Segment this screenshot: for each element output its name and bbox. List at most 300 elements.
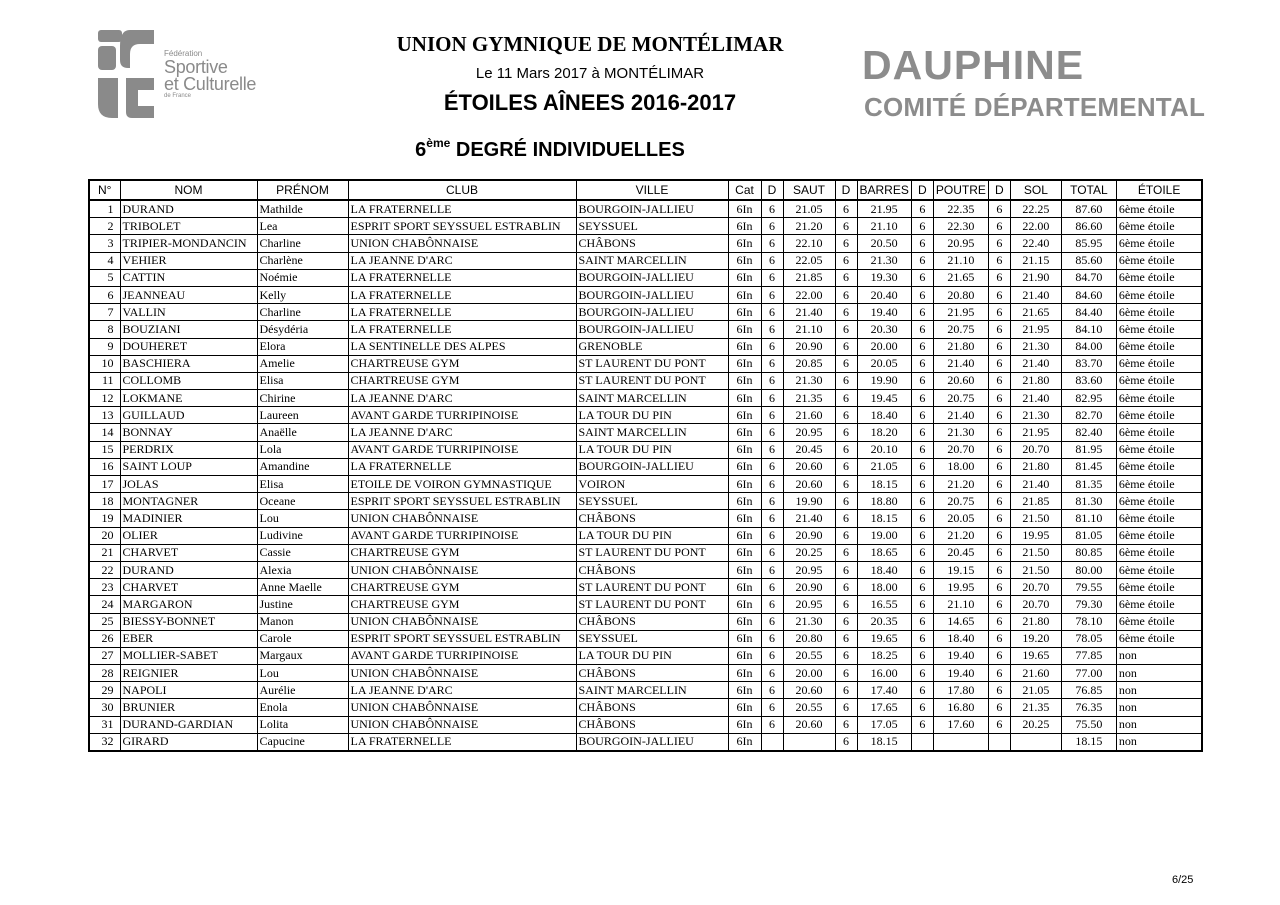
cell-d-saut: 6 [761, 561, 783, 578]
table-row [89, 613, 1202, 630]
cell-cat: 6In [728, 613, 761, 630]
cell-club: CHARTREUSE GYM [348, 596, 576, 613]
cell-prenom: Anaëlle [257, 424, 348, 441]
cell-poutre: 20.45 [933, 544, 988, 561]
cell-cat: 6In [728, 493, 761, 510]
cell-etoile: 6ème étoile [1116, 441, 1202, 458]
event-subtitle: ÉTOILES AÎNEES 2016-2017 [443, 90, 737, 115]
cell-saut: 20.25 [783, 544, 835, 561]
cell-num: 19 [89, 510, 120, 527]
header-col-nom: NOM [120, 180, 257, 200]
cell-sol: 21.30 [1010, 407, 1061, 424]
cell-etoile: 6ème étoile [1116, 304, 1202, 321]
cell-ville: CHÂBONS [576, 665, 728, 682]
cell-num: 10 [89, 355, 120, 372]
cell-sol: 21.05 [1010, 682, 1061, 699]
cell-total: 18.15 [1061, 733, 1116, 751]
cell-saut: 20.55 [783, 699, 835, 716]
cell-total: 78.05 [1061, 630, 1116, 647]
cell-d-saut: 6 [761, 596, 783, 613]
cell-d-saut: 6 [761, 390, 783, 407]
cell-barres: 18.00 [857, 579, 911, 596]
cell-total: 81.10 [1061, 510, 1116, 527]
cell-poutre: 20.70 [933, 441, 988, 458]
cell-barres: 20.50 [857, 235, 911, 252]
cell-d-poutre [911, 733, 933, 751]
cell-d-sol [988, 733, 1010, 751]
cell-d-poutre: 6 [911, 218, 933, 235]
cell-poutre: 21.40 [933, 407, 988, 424]
cell-num: 1 [89, 200, 120, 218]
cell-sol: 21.90 [1010, 269, 1061, 286]
cell-sol: 21.50 [1010, 544, 1061, 561]
cell-etoile: non [1116, 733, 1202, 751]
cell-d-saut: 6 [761, 665, 783, 682]
header-col-cat: Cat [728, 180, 761, 200]
cell-sol: 21.80 [1010, 458, 1061, 475]
cell-cat: 6In [728, 544, 761, 561]
cell-barres: 20.05 [857, 355, 911, 372]
cell-saut: 22.10 [783, 235, 835, 252]
table-row [89, 733, 1202, 751]
cell-d-saut: 6 [761, 527, 783, 544]
cell-club: UNION CHABÔNNAISE [348, 561, 576, 578]
degree-number: 6 [415, 139, 427, 161]
cell-ville: SAINT MARCELLIN [576, 390, 728, 407]
cell-saut: 20.90 [783, 338, 835, 355]
cell-d-poutre: 6 [911, 304, 933, 321]
cell-ville: SEYSSUEL [576, 493, 728, 510]
cell-d-saut: 6 [761, 407, 783, 424]
cell-d-barres: 6 [835, 630, 857, 647]
cell-d-poutre: 6 [911, 390, 933, 407]
cell-poutre: 22.35 [933, 200, 988, 218]
cell-d-sol: 6 [988, 647, 1010, 664]
table-row [89, 699, 1202, 716]
cell-num: 21 [89, 544, 120, 561]
cell-sol: 20.70 [1010, 579, 1061, 596]
header-col-barres: BARRES [857, 180, 911, 200]
cell-etoile: 6ème étoile [1116, 269, 1202, 286]
cell-nom: OLIER [120, 527, 257, 544]
cell-d-saut: 6 [761, 372, 783, 389]
cell-ville: LA TOUR DU PIN [576, 441, 728, 458]
table-row [89, 407, 1202, 424]
cell-total: 79.30 [1061, 596, 1116, 613]
cell-num: 31 [89, 716, 120, 733]
cell-total: 84.40 [1061, 304, 1116, 321]
cell-d-poutre: 6 [911, 338, 933, 355]
cell-d-sol: 6 [988, 527, 1010, 544]
header-col-d-saut: D [761, 180, 783, 200]
cell-d-sol: 6 [988, 355, 1010, 372]
cell-saut: 21.60 [783, 407, 835, 424]
cell-d-barres: 6 [835, 665, 857, 682]
cell-num: 4 [89, 252, 120, 269]
cell-d-sol: 6 [988, 613, 1010, 630]
cell-d-saut: 6 [761, 647, 783, 664]
cell-club: CHARTREUSE GYM [348, 544, 576, 561]
cell-d-saut: 6 [761, 716, 783, 733]
cell-saut: 21.05 [783, 200, 835, 218]
cell-etoile: 6ème étoile [1116, 235, 1202, 252]
cell-barres: 18.80 [857, 493, 911, 510]
cell-prenom: Lola [257, 441, 348, 458]
cell-d-sol: 6 [988, 493, 1010, 510]
cell-barres: 21.95 [857, 200, 911, 218]
cell-sol: 21.60 [1010, 665, 1061, 682]
cell-total: 80.85 [1061, 544, 1116, 561]
cell-prenom: Oceane [257, 493, 348, 510]
cell-club: ESPRIT SPORT SEYSSUEL ESTRABLIN [348, 493, 576, 510]
cell-d-barres: 6 [835, 596, 857, 613]
cell-poutre: 20.75 [933, 321, 988, 338]
cell-saut: 21.10 [783, 321, 835, 338]
cell-sol: 19.65 [1010, 647, 1061, 664]
cell-cat: 6In [728, 304, 761, 321]
cell-d-barres: 6 [835, 304, 857, 321]
table-row [89, 493, 1202, 510]
cell-d-poutre: 6 [911, 544, 933, 561]
cell-prenom: Kelly [257, 286, 348, 303]
cell-poutre: 22.30 [933, 218, 988, 235]
cell-d-poutre: 6 [911, 321, 933, 338]
table-row [89, 321, 1202, 338]
cell-cat: 6In [728, 200, 761, 218]
cell-club: UNION CHABÔNNAISE [348, 613, 576, 630]
cell-d-sol: 6 [988, 682, 1010, 699]
cell-barres: 19.45 [857, 390, 911, 407]
cell-prenom: Lou [257, 665, 348, 682]
cell-etoile: non [1116, 682, 1202, 699]
cell-nom: JEANNEAU [120, 286, 257, 303]
cell-nom: JOLAS [120, 476, 257, 493]
cell-prenom: Manon [257, 613, 348, 630]
page-number: 6/25 [1172, 874, 1194, 886]
cell-d-barres: 6 [835, 269, 857, 286]
cell-poutre: 21.20 [933, 527, 988, 544]
cell-cat: 6In [728, 527, 761, 544]
cell-d-sol: 6 [988, 304, 1010, 321]
cell-d-poutre: 6 [911, 647, 933, 664]
cell-ville: BOURGOIN-JALLIEU [576, 304, 728, 321]
cell-num: 29 [89, 682, 120, 699]
cell-saut [783, 733, 835, 751]
cell-poutre: 16.80 [933, 699, 988, 716]
cell-barres: 18.25 [857, 647, 911, 664]
table-row [89, 252, 1202, 269]
cell-ville: ST LAURENT DU PONT [576, 372, 728, 389]
cell-prenom: Capucine [257, 733, 348, 751]
cell-saut: 20.60 [783, 682, 835, 699]
cell-total: 85.95 [1061, 235, 1116, 252]
cell-total: 84.70 [1061, 269, 1116, 286]
cell-num: 22 [89, 561, 120, 578]
cell-d-saut: 6 [761, 424, 783, 441]
cell-nom: DOUHERET [120, 338, 257, 355]
cell-prenom: Lolita [257, 716, 348, 733]
cell-nom: BOUZIANI [120, 321, 257, 338]
cell-total: 82.40 [1061, 424, 1116, 441]
cell-barres: 17.40 [857, 682, 911, 699]
cell-d-poutre: 6 [911, 458, 933, 475]
header-col-saut: SAUT [783, 180, 835, 200]
cell-d-sol: 6 [988, 218, 1010, 235]
cell-num: 8 [89, 321, 120, 338]
cell-saut: 22.00 [783, 286, 835, 303]
table-row [89, 338, 1202, 355]
cell-poutre: 21.20 [933, 476, 988, 493]
cell-num: 2 [89, 218, 120, 235]
cell-sol: 21.95 [1010, 321, 1061, 338]
cell-sol: 21.80 [1010, 613, 1061, 630]
cell-nom: DURAND [120, 200, 257, 218]
cell-d-poutre: 6 [911, 699, 933, 716]
cell-cat: 6In [728, 269, 761, 286]
cell-ville: SAINT MARCELLIN [576, 252, 728, 269]
cell-barres: 19.00 [857, 527, 911, 544]
cell-club: ETOILE DE VOIRON GYMNASTIQUE [348, 476, 576, 493]
cell-num: 25 [89, 613, 120, 630]
cell-d-saut: 6 [761, 200, 783, 218]
cell-num: 23 [89, 579, 120, 596]
cell-d-sol: 6 [988, 579, 1010, 596]
cell-poutre: 21.10 [933, 252, 988, 269]
cell-saut: 20.45 [783, 441, 835, 458]
cell-nom: BASCHIERA [120, 355, 257, 372]
cell-sol: 21.40 [1010, 355, 1061, 372]
cell-d-barres: 6 [835, 424, 857, 441]
cell-etoile: 6ème étoile [1116, 493, 1202, 510]
cell-club: UNION CHABÔNNAISE [348, 665, 576, 682]
cell-club: LA FRATERNELLE [348, 286, 576, 303]
cell-d-saut: 6 [761, 269, 783, 286]
cell-etoile: 6ème étoile [1116, 200, 1202, 218]
cell-poutre: 20.60 [933, 372, 988, 389]
cell-etoile: non [1116, 647, 1202, 664]
cell-num: 24 [89, 596, 120, 613]
cell-num: 11 [89, 372, 120, 389]
table-row [89, 647, 1202, 664]
cell-sol: 21.40 [1010, 286, 1061, 303]
cell-prenom: Elisa [257, 372, 348, 389]
cell-nom: CHARVET [120, 544, 257, 561]
cell-barres: 21.30 [857, 252, 911, 269]
cell-prenom: Mathilde [257, 200, 348, 218]
cell-saut: 21.30 [783, 372, 835, 389]
cell-ville: CHÂBONS [576, 613, 728, 630]
cell-d-barres: 6 [835, 716, 857, 733]
cell-sol: 21.95 [1010, 424, 1061, 441]
cell-d-barres: 6 [835, 493, 857, 510]
cell-prenom: Margaux [257, 647, 348, 664]
cell-sol: 20.70 [1010, 596, 1061, 613]
cell-poutre: 14.65 [933, 613, 988, 630]
cell-nom: GIRARD [120, 733, 257, 751]
cell-saut: 20.60 [783, 716, 835, 733]
cell-d-sol: 6 [988, 716, 1010, 733]
cell-prenom: Anne Maelle [257, 579, 348, 596]
logo-line-4: de France [164, 93, 192, 99]
cell-d-saut: 6 [761, 355, 783, 372]
cell-barres: 19.90 [857, 372, 911, 389]
cell-etoile: 6ème étoile [1116, 476, 1202, 493]
cell-d-poutre: 6 [911, 630, 933, 647]
cell-total: 84.60 [1061, 286, 1116, 303]
cell-d-saut: 6 [761, 338, 783, 355]
cell-club: LA FRATERNELLE [348, 458, 576, 475]
cell-d-poutre: 6 [911, 200, 933, 218]
cell-prenom: Désydéria [257, 321, 348, 338]
table-row [89, 561, 1202, 578]
cell-cat: 6In [728, 286, 761, 303]
header-col-club: CLUB [348, 180, 576, 200]
cell-d-saut: 6 [761, 493, 783, 510]
cell-d-poutre: 6 [911, 441, 933, 458]
cell-etoile: 6ème étoile [1116, 458, 1202, 475]
cell-nom: NAPOLI [120, 682, 257, 699]
table-header-row [89, 180, 1202, 200]
cell-nom: SAINT LOUP [120, 458, 257, 475]
cell-barres: 19.65 [857, 630, 911, 647]
cell-barres: 19.30 [857, 269, 911, 286]
cell-sol: 21.40 [1010, 390, 1061, 407]
header-col-num: N° [89, 180, 120, 200]
cell-total: 84.00 [1061, 338, 1116, 355]
cell-sol: 21.15 [1010, 252, 1061, 269]
committee-name: DAUPHINE [862, 42, 1085, 88]
table-row [89, 544, 1202, 561]
cell-d-barres: 6 [835, 252, 857, 269]
cell-nom: DURAND-GARDIAN [120, 716, 257, 733]
cell-num: 20 [89, 527, 120, 544]
event-date: Le 11 Mars 2017 à MONTÉLIMAR [475, 65, 705, 82]
cell-cat: 6In [728, 458, 761, 475]
cell-barres: 18.65 [857, 544, 911, 561]
cell-d-saut: 6 [761, 218, 783, 235]
cell-poutre: 18.40 [933, 630, 988, 647]
cell-cat: 6In [728, 561, 761, 578]
cell-d-poutre: 6 [911, 665, 933, 682]
table-row [89, 269, 1202, 286]
cell-prenom: Charline [257, 304, 348, 321]
cell-d-poutre: 6 [911, 682, 933, 699]
cell-barres: 20.35 [857, 613, 911, 630]
cell-sol: 21.65 [1010, 304, 1061, 321]
cell-barres: 18.15 [857, 733, 911, 751]
cell-etoile: 6ème étoile [1116, 286, 1202, 303]
cell-num: 9 [89, 338, 120, 355]
cell-num: 12 [89, 390, 120, 407]
cell-club: ESPRIT SPORT SEYSSUEL ESTRABLIN [348, 630, 576, 647]
cell-etoile: 6ème étoile [1116, 338, 1202, 355]
cell-d-sol: 6 [988, 630, 1010, 647]
cell-poutre: 18.00 [933, 458, 988, 475]
cell-total: 81.35 [1061, 476, 1116, 493]
cell-cat: 6In [728, 476, 761, 493]
cell-d-poutre: 6 [911, 527, 933, 544]
cell-ville: BOURGOIN-JALLIEU [576, 286, 728, 303]
cell-club: CHARTREUSE GYM [348, 579, 576, 596]
cell-club: LA JEANNE D'ARC [348, 682, 576, 699]
cell-barres: 18.40 [857, 407, 911, 424]
cell-d-poutre: 6 [911, 561, 933, 578]
cell-num: 15 [89, 441, 120, 458]
cell-barres: 16.55 [857, 596, 911, 613]
cell-num: 30 [89, 699, 120, 716]
table-row [89, 235, 1202, 252]
cell-club: UNION CHABÔNNAISE [348, 699, 576, 716]
cell-sol: 21.80 [1010, 372, 1061, 389]
cell-club: LA SENTINELLE DES ALPES [348, 338, 576, 355]
cell-prenom: Noémie [257, 269, 348, 286]
cell-etoile: non [1116, 716, 1202, 733]
cell-poutre: 20.80 [933, 286, 988, 303]
cell-nom: COLLOMB [120, 372, 257, 389]
cell-ville: CHÂBONS [576, 235, 728, 252]
cell-d-sol: 6 [988, 561, 1010, 578]
cell-d-poutre: 6 [911, 510, 933, 527]
cell-saut: 20.55 [783, 647, 835, 664]
cell-ville: ST LAURENT DU PONT [576, 579, 728, 596]
cell-barres: 16.00 [857, 665, 911, 682]
cell-total: 80.00 [1061, 561, 1116, 578]
cell-saut: 19.90 [783, 493, 835, 510]
cell-total: 81.05 [1061, 527, 1116, 544]
cell-prenom: Amandine [257, 458, 348, 475]
cell-total: 86.60 [1061, 218, 1116, 235]
cell-d-sol: 6 [988, 458, 1010, 475]
header-col-d-sol: D [988, 180, 1010, 200]
cell-club: LA JEANNE D'ARC [348, 424, 576, 441]
table-row [89, 630, 1202, 647]
cell-total: 83.70 [1061, 355, 1116, 372]
cell-etoile: 6ème étoile [1116, 596, 1202, 613]
cell-club: LA FRATERNELLE [348, 321, 576, 338]
cell-d-barres: 6 [835, 476, 857, 493]
cell-d-barres: 6 [835, 647, 857, 664]
cell-poutre: 21.80 [933, 338, 988, 355]
cell-d-saut: 6 [761, 630, 783, 647]
cell-ville: BOURGOIN-JALLIEU [576, 321, 728, 338]
cell-d-sol: 6 [988, 441, 1010, 458]
table-row [89, 424, 1202, 441]
cell-ville: BOURGOIN-JALLIEU [576, 269, 728, 286]
cell-d-poutre: 6 [911, 407, 933, 424]
table-row [89, 218, 1202, 235]
cell-prenom: Cassie [257, 544, 348, 561]
cell-total: 78.10 [1061, 613, 1116, 630]
cell-prenom: Laureen [257, 407, 348, 424]
cell-d-barres: 6 [835, 544, 857, 561]
event-title: UNION GYMNIQUE DE MONTÉLIMAR [396, 32, 784, 56]
committee-label: COMITÉ DÉPARTEMENTAL [864, 92, 1206, 122]
cell-total: 79.55 [1061, 579, 1116, 596]
cell-etoile: 6ème étoile [1116, 579, 1202, 596]
cell-barres: 18.40 [857, 561, 911, 578]
cell-num: 17 [89, 476, 120, 493]
cell-etoile: 6ème étoile [1116, 544, 1202, 561]
cell-d-barres: 6 [835, 682, 857, 699]
cell-d-barres: 6 [835, 200, 857, 218]
cell-nom: REIGNIER [120, 665, 257, 682]
cell-prenom: Lou [257, 510, 348, 527]
cell-sol: 21.50 [1010, 561, 1061, 578]
cell-num: 16 [89, 458, 120, 475]
cell-d-sol: 6 [988, 510, 1010, 527]
cell-poutre: 20.75 [933, 493, 988, 510]
cell-cat: 6In [728, 510, 761, 527]
